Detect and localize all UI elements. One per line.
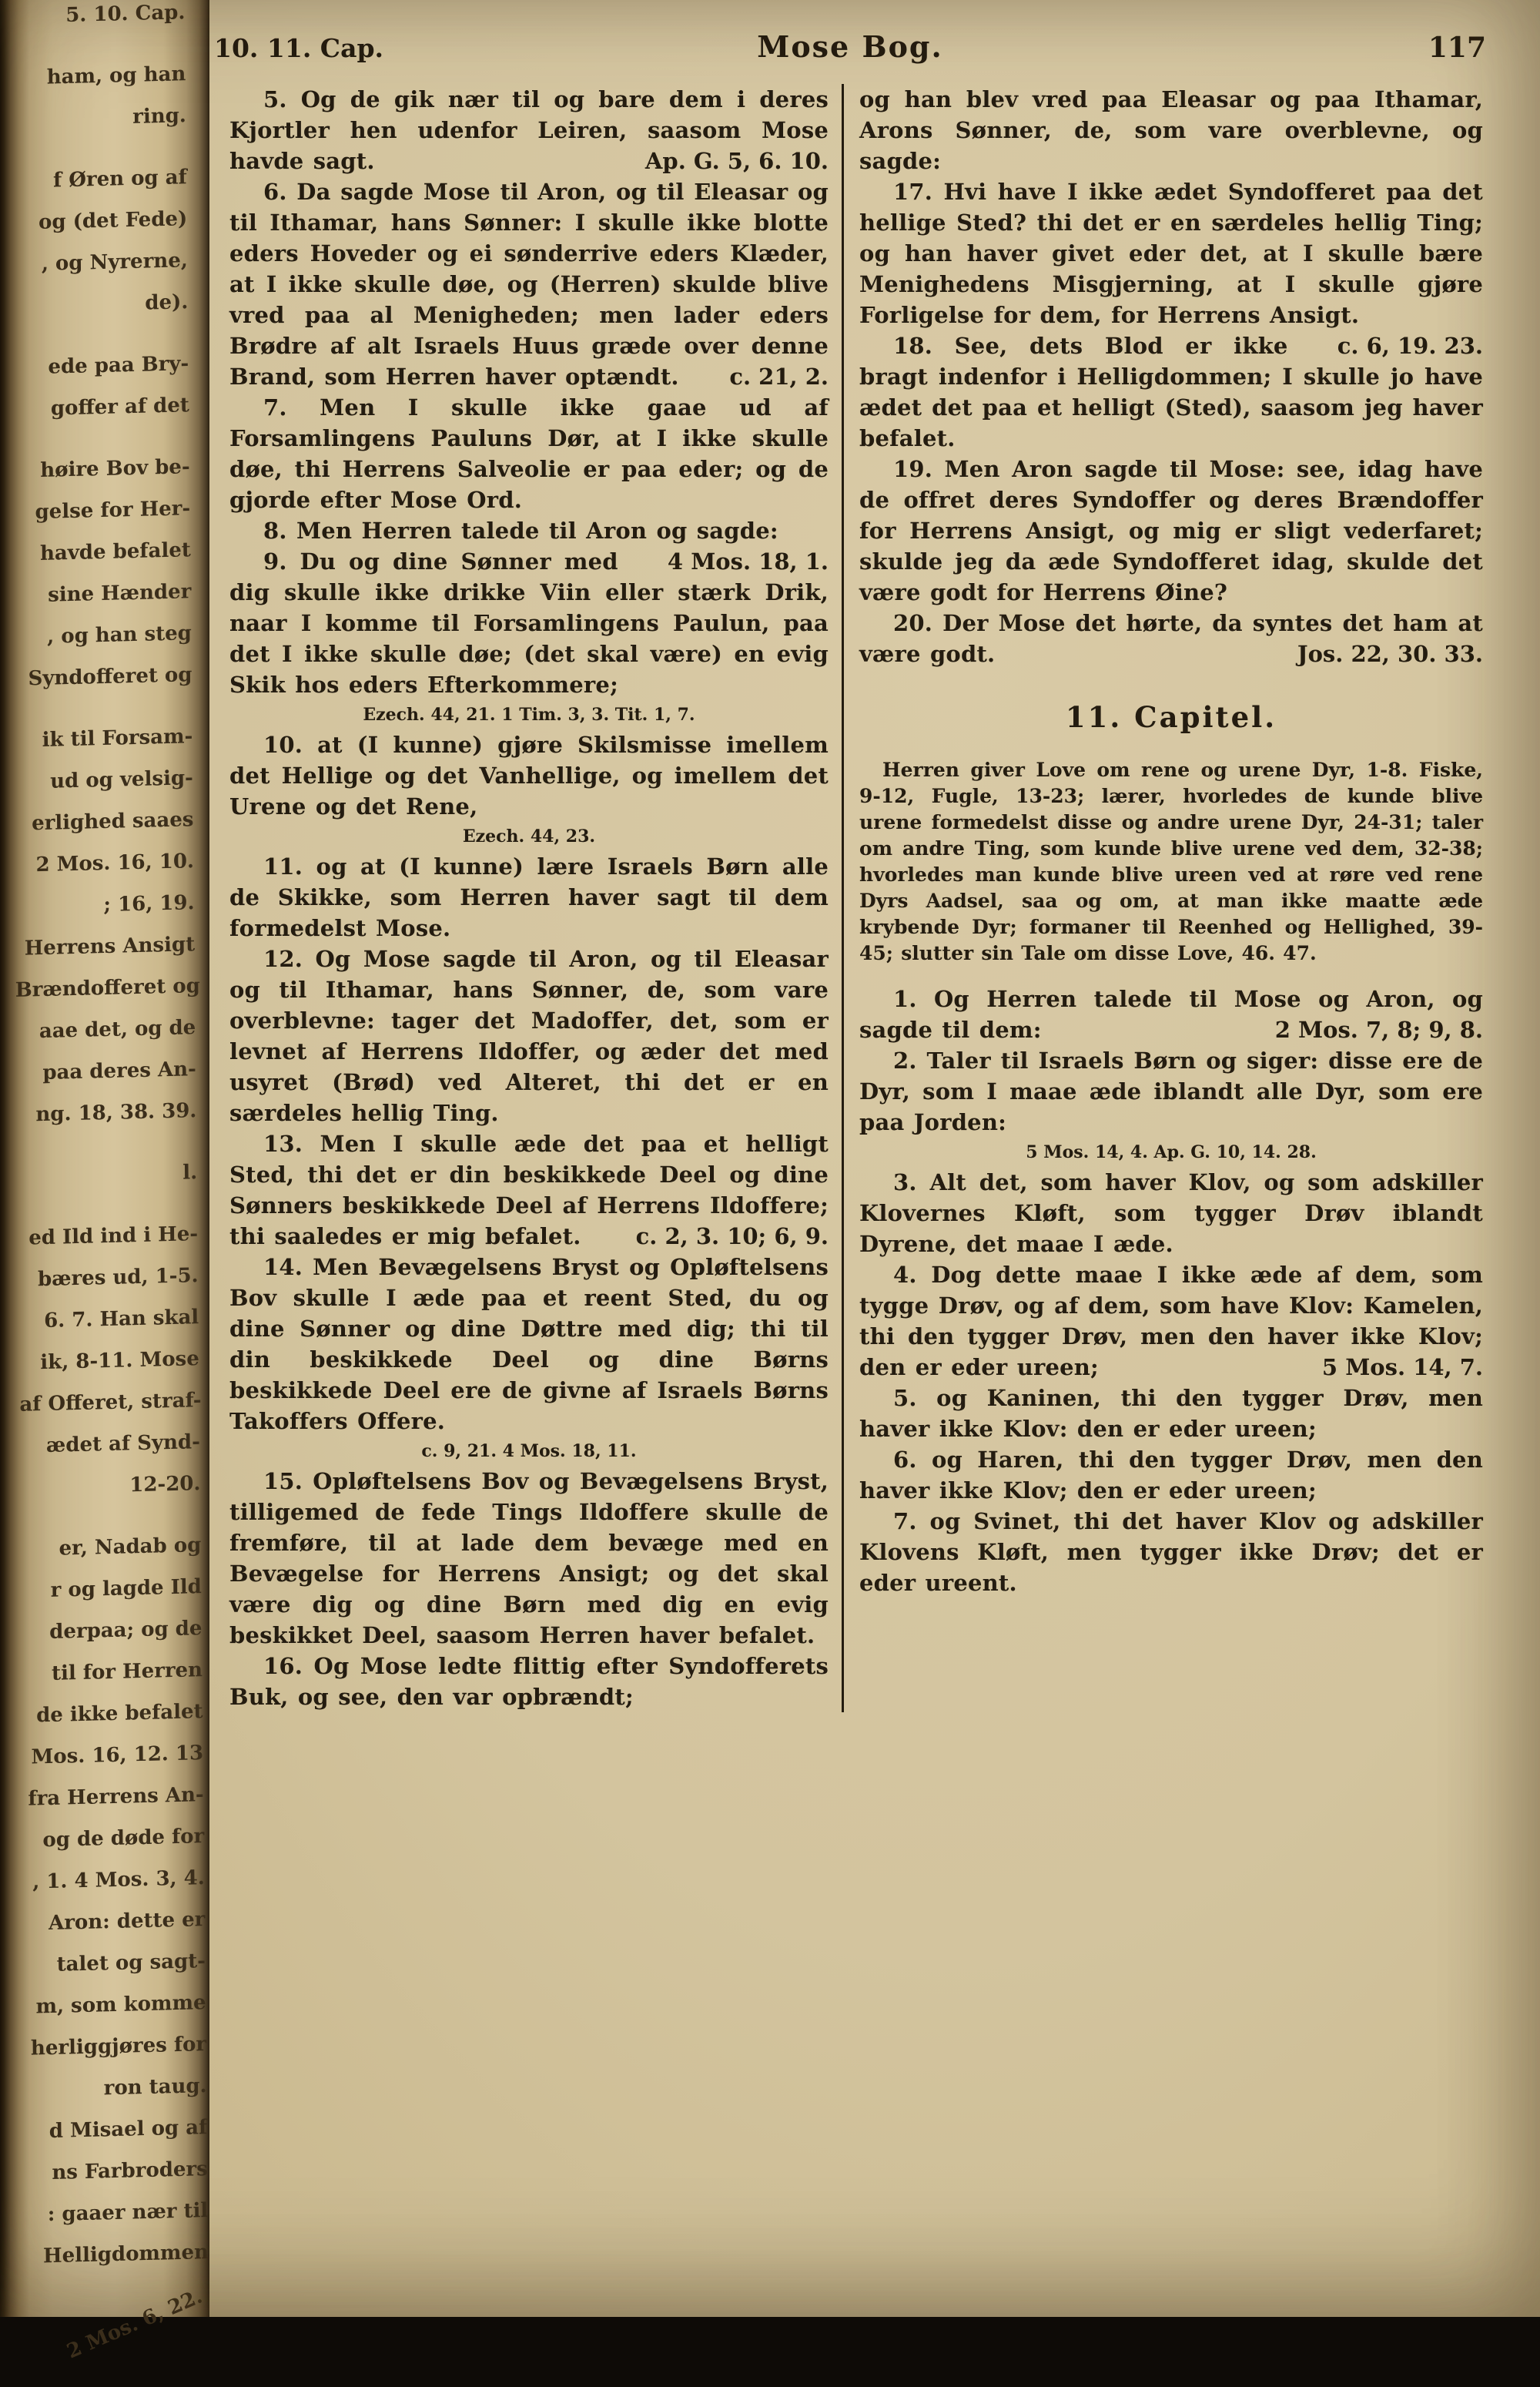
previous-page-text-fragment: ring. bbox=[132, 104, 187, 129]
previous-page-text-fragment: havde befalet bbox=[39, 538, 191, 565]
verse-paragraph: 9. Du og dine Sønner med dig skulle ikke drikke Viin eller stærk Drik, naar I komme til Forsamlingens Paulun, paa det I ikke skulle døe; (det skal være) en evig Skik hos eders Efterkommere; bbox=[229, 548, 829, 698]
previous-page-text-fragment: aae det, og de bbox=[38, 1016, 196, 1044]
verse-number: 4. bbox=[893, 1262, 932, 1288]
page-content bbox=[209, 0, 1540, 2317]
previous-page-text-fragment: 12-20. bbox=[129, 1472, 201, 1497]
cross-reference: c. 21, 2. bbox=[714, 364, 829, 390]
cross-reference: 4 Mos. 18, 1. bbox=[651, 548, 829, 575]
previous-page-text-fragment: d Misael og af bbox=[49, 2116, 208, 2144]
verse-paragraph: 15. Opløftelsens Bov og Bevægelsens Bryst, tilligemed de fede Tings Ildoffere skulle de fremføre, til at lade dem bevæge med en Bevægelse for Herrens Ansigt; og det skal være dig og dine Børn med dig en evig beskikket Deel, saasom Herren haver befalet. bbox=[229, 1468, 829, 1648]
verse-paragraph: 20. Der Mose det hørte, da syntes det ham at være godt. Jos. 22, 30. 33. bbox=[859, 608, 1483, 669]
previous-page-text-fragment: ns Farbroders bbox=[52, 2157, 208, 2185]
previous-page-text-fragment: erlighed saaes bbox=[31, 808, 194, 836]
previous-page-text-fragment: Helligdommen bbox=[42, 2241, 209, 2268]
previous-page-text-fragment: f Øren og af bbox=[52, 166, 187, 193]
cross-reference: 2 Mos. 7, 8; 9, 8. bbox=[1259, 1017, 1483, 1043]
previous-page-text-fragment: , 1. 4 Mos. 3, 4. bbox=[32, 1866, 205, 1894]
previous-page-text-fragment: gelse for Her- bbox=[35, 497, 191, 525]
verse-number: 18. bbox=[893, 333, 955, 359]
verse-paragraph: 14. Men Bevægelsens Bryst og Opløftelsens Bov skulle I æde paa et reent Sted, du og dine Sønner og dine Døttre med dig; thi til din beskikkede Deel og dine Børns beskikkede Deel ere de givne af Israels Børns Takoffers Offere. bbox=[229, 1254, 829, 1434]
verse-number: 1. bbox=[893, 986, 934, 1012]
verse-number: 12. bbox=[263, 946, 316, 972]
previous-page-text-fragment: ham, og han bbox=[46, 62, 186, 89]
chapter-summary: Herren giver Love om rene og urene Dyr, 1-8. Fiske, 9-12, Fugle, 13-23; lærer, hvorledes de kunde blive urene formedelst disse og andre urene Dyr, 24-31; taler om andre Ting, som kunde blive urene ved dem, 32-38; hvorledes man kunde blive ureen ved at røre ved rene Dyrs Aadsel, saa og om, at man ikke maatte æde krybende Dyr; formaner til Reenhed og Hellighed, 39-45; slutter sin Tale om disse Love, 46. 47. bbox=[859, 759, 1483, 964]
previous-page-text-fragment: af Offeret, straf- bbox=[19, 1389, 202, 1416]
verse-paragraph: 4. Dog dette maae I ikke æde af dem, som tygge Drøv, og af dem, som have Klov: Kamelen, thi den tygger Drøv, men den haver ikke Klov; den er eder ureen; 5 Mos. 14, 7. bbox=[859, 1259, 1483, 1383]
previous-page-text-fragment: og (det Fede) bbox=[38, 207, 188, 234]
verse-paragraph: 11. og at (I kunne) lære Israels Børn alle de Skikke, som Herren haver sagt til dem formedelst Mose. bbox=[229, 853, 829, 941]
verse-paragraph: 18. See, dets Blod er ikke bragt indenfor i Helligdommen; I skulle jo have ædet det paa et helligt (Sted), saasom jeg haver befalet. bbox=[859, 333, 1483, 451]
verse-paragraph: 17. Hvi have I ikke ædet Syndofferet paa det hellige Sted? thi det er en særdeles hellig Ting; og han haver givet eder det, at I skulle bære Menighedens Misgjerning, at I skulle gjøre Forligelse for dem, for Herrens Ansigt. c. 6, 19. 23. bbox=[859, 176, 1483, 330]
verse-number: 11. bbox=[263, 853, 316, 880]
previous-page-text-fragment: ; 16, 19. bbox=[103, 891, 195, 917]
left-text-column bbox=[229, 84, 842, 1712]
verse-number: 6. bbox=[263, 179, 297, 205]
previous-page-text-fragment: ron taug. bbox=[103, 2074, 207, 2100]
cross-reference-line: Ezech. 44, 21. 1 Tim. 3, 3. Tit. 1, 7. bbox=[363, 705, 695, 725]
cross-reference-line: 5 Mos. 14, 4. Ap. G. 10, 14. 28. bbox=[1026, 1142, 1317, 1162]
cross-reference: Ap. G. 5, 6. 10. bbox=[629, 148, 829, 174]
previous-page-text-fragment: paa deres An- bbox=[42, 1058, 196, 1085]
previous-page-text-fragment: Mos. 16, 12. 13 bbox=[31, 1742, 204, 1769]
previous-page-text-fragment: de ikke befalet bbox=[35, 1700, 203, 1728]
cross-reference: c. 6, 19. 23. bbox=[1321, 333, 1483, 359]
verse-paragraph: 7. Men I skulle ikke gaae ud af Forsamlingens Pauluns Dør, at I ikke skulle døe, thi Herrens Salveolie er paa eder; og de gjorde efter Mose Ord. bbox=[229, 394, 829, 513]
chapter-heading: 11. Capitel. bbox=[1065, 700, 1277, 734]
text-columns bbox=[209, 84, 1540, 1712]
previous-page-text-fragment: r og lagde Ild bbox=[50, 1575, 203, 1602]
page-header bbox=[214, 29, 1486, 64]
verse-paragraph: 1. Og Herren talede til Mose og Aron, og sagde til dem: 2 Mos. 7, 8; 9, 8. bbox=[859, 984, 1483, 1045]
previous-page-text-fragment: talet og sagt- bbox=[56, 1949, 206, 1976]
previous-page-text-fragment: og de døde for bbox=[42, 1825, 205, 1852]
verse-paragraph: 6. og Haren, thi den tygger Drøv, men den haver ikke Klov; den er eder ureen; bbox=[859, 1447, 1483, 1504]
verse-number: 10. bbox=[263, 732, 318, 758]
book-title: Mose Bog. bbox=[757, 29, 943, 64]
verse-number: 5. bbox=[893, 1385, 937, 1411]
previous-page-text-fragment: m, som komme bbox=[35, 1991, 206, 2019]
previous-page-text-fragment: ud og velsig- bbox=[50, 766, 194, 793]
verse-number: 7. bbox=[263, 394, 320, 421]
cross-reference-line: Ezech. 44, 23. bbox=[462, 826, 596, 847]
previous-page-text-fragment: høire Bov be- bbox=[40, 455, 190, 482]
previous-page-text-fragment: ædet af Synd- bbox=[45, 1430, 201, 1458]
cross-reference-line: c. 9, 21. 4 Mos. 18, 11. bbox=[421, 1441, 637, 1461]
previous-page-text-fragment: til for Herren bbox=[51, 1658, 203, 1685]
verse-number: 2. bbox=[893, 1048, 927, 1074]
verse-paragraph: 16. Og Mose ledte flittig efter Syndofferets Buk, og see, den var opbrændt; bbox=[229, 1653, 829, 1710]
verse-paragraph: 7. og Svinet, thi det haver Klov og adskiller Klovens Kløft, men tygger ikke Drøv; det er eder ureent. bbox=[859, 1508, 1483, 1596]
right-text-column bbox=[842, 84, 1483, 1712]
previous-page-text-fragment: , og Nyrerne, bbox=[41, 249, 188, 276]
previous-page-text-fragment: 6. 7. Han skal bbox=[43, 1306, 199, 1333]
verse-number: 9. bbox=[263, 548, 300, 575]
verse-paragraph: 5. Og de gik nær til og bare dem i deres Kjortler hen udenfor Leiren, saasom Mose havde sagt. Ap. G. 5, 6. 10. bbox=[229, 84, 829, 176]
verse-number: 14. bbox=[263, 1254, 313, 1280]
previous-page-text-fragment: 2 Mos. 16, 10. bbox=[35, 850, 195, 877]
previous-page-text-fragment: fra Herrens An- bbox=[28, 1783, 204, 1811]
previous-page-text-fragment: bæres ud, 1-5. bbox=[37, 1264, 199, 1292]
verse-number: 7. bbox=[893, 1508, 930, 1534]
previous-page-text-fragment: Brændofferet og bbox=[15, 974, 201, 1002]
previous-page-text-fragment: 5. 10. Cap. bbox=[65, 1, 186, 28]
previous-page-text-fragment: derpaa; og de bbox=[49, 1617, 203, 1644]
previous-page-text-fragment: Aron: dette er bbox=[48, 1908, 206, 1936]
previous-page-text-fragment: Herrens Ansigt bbox=[24, 933, 196, 960]
previous-page-text-fragment: 2 Mos. 6, 22. bbox=[63, 2285, 206, 2364]
previous-page-text-fragments bbox=[5, 0, 209, 2364]
verse-number: 3. bbox=[893, 1169, 930, 1195]
previous-page-text-fragment: sine Hænder bbox=[47, 580, 192, 607]
cross-reference: c. 2, 3. 10; 6, 9. bbox=[620, 1223, 829, 1249]
verse-number: 6. bbox=[893, 1447, 932, 1473]
verse-paragraph: 2. Taler til Israels Børn og siger: disse ere de Dyr, som I maae æde iblandt alle Dyr, som ere paa Jorden: bbox=[859, 1048, 1483, 1135]
cross-reference: 5 Mos. 14, 7. bbox=[1306, 1354, 1483, 1380]
verse-number: 16. bbox=[263, 1653, 314, 1679]
previous-page-text-fragment: Syndofferet og bbox=[28, 663, 192, 691]
verse-paragraph: 10. at (I kunne) gjøre Skilsmisse imellem det Hellige og det Vanhellige, og imellem det Urene og det Rene, bbox=[229, 732, 829, 820]
previous-page-text-fragment: ik til Forsam- bbox=[42, 725, 193, 752]
previous-page-text-fragment: : gaaer nær til bbox=[47, 2199, 209, 2227]
cross-reference: Jos. 22, 30. 33. bbox=[1281, 641, 1483, 667]
verse-continuation-paragraph: og han blev vred paa Eleasar og paa Ithamar, Arons Sønner, de, som vare overblevne, og sagde: bbox=[859, 86, 1483, 174]
previous-page-text-fragment: , og han steg bbox=[47, 622, 192, 649]
verse-number: 20. bbox=[893, 610, 943, 636]
verse-paragraph: 3. Alt det, som haver Klov, og som adskiller Klovernes Kløft, som tygger Drøv iblandt Dyrene, det maae I æde. bbox=[859, 1169, 1483, 1257]
verse-paragraph: 8. Men Herren talede til Aron og sagde: 4 Mos. 18, 1. bbox=[229, 515, 829, 546]
page-number: 117 bbox=[1428, 32, 1486, 64]
verse-paragraph: 13. Men I skulle æde det paa et helligt Sted, thi det er din beskikkede Deel og dine Sønners beskikkede Deel af Herrens Ildoffere; thi saaledes er mig befalet. c. 2, 3. 10; 6, 9. bbox=[229, 1128, 829, 1252]
previous-page-text-fragment: ik, 8-11. Mose bbox=[40, 1347, 199, 1375]
verse-number: 19. bbox=[893, 456, 945, 482]
verse-number: 5. bbox=[263, 86, 301, 112]
verse-paragraph: 5. og Kaninen, thi den tygger Drøv, men haver ikke Klov: den er eder ureen; bbox=[859, 1385, 1483, 1442]
verse-number: 17. bbox=[893, 179, 944, 205]
previous-page-text-fragment: herliggjøres for bbox=[30, 2033, 207, 2060]
verse-paragraph: 19. Men Aron sagde til Mose: see, idag have de offret deres Syndoffer og deres Brændoffer for Herrens Ansigt, og mig er sligt vederfaret; skulde jeg da æde Syndofferet idag, skulde det være godt for Herrens Øine? bbox=[859, 456, 1484, 605]
verse-number: 8. bbox=[263, 518, 296, 544]
previous-page-text-fragment: l. bbox=[182, 1161, 198, 1185]
previous-page-text-fragment: ed Ild ind i He- bbox=[28, 1222, 199, 1250]
previous-page-text-fragment: ede paa Bry- bbox=[48, 352, 189, 379]
previous-page-text-fragment: er, Nadab og bbox=[59, 1534, 202, 1561]
verse-number: 15. bbox=[263, 1468, 313, 1494]
previous-page-text-fragment: de). bbox=[145, 290, 189, 315]
previous-page-text-fragment: ng. 18, 38. 39. bbox=[35, 1099, 197, 1127]
verse-paragraph: 6. Da sagde Mose til Aron, og til Eleasar og til Ithamar, hans Sønner: I skulle ikke blotte eders Hoveder og ei sønderrive eders Klæder, at I ikke skulle døe, og (Herren) skulde blive vred paa al Menigheden; men lader eders Brødre af alt Israels Huus græde over denne Brand, som Herren haver optændt. c. 21, 2. bbox=[229, 176, 829, 392]
previous-page-edge bbox=[0, 0, 209, 2364]
verse-number: 13. bbox=[263, 1131, 320, 1157]
verse-paragraph: 12. Og Mose sagde til Aron, og til Eleasar og til Ithamar, hans Sønner, de, som vare overblevne: tager det Madoffer, det, som er levnet af Herrens Ildoffer, og æder det med usyret (Brød) ved Alteret, thi det er en særdeles hellig Ting. bbox=[229, 946, 829, 1126]
previous-page-text-fragment: goffer af det bbox=[50, 394, 189, 421]
chapter-label: 10. 11. Cap. bbox=[214, 33, 384, 63]
